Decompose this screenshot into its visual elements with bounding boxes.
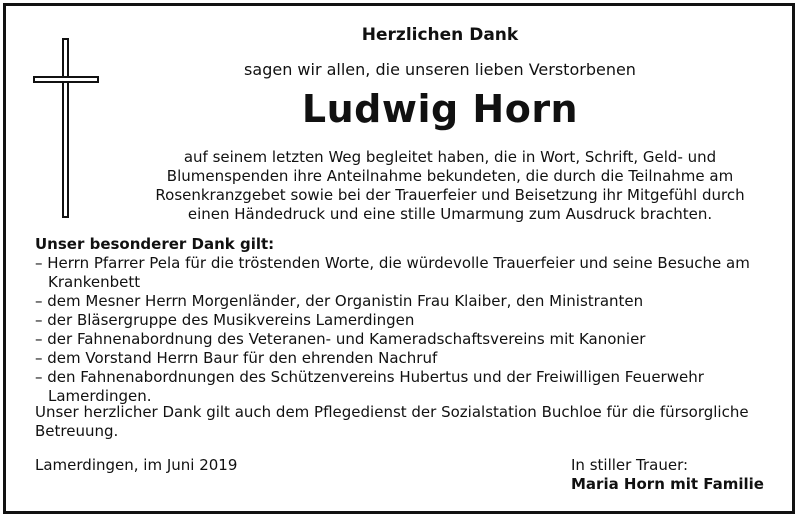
thanks-item: – dem Mesner Herrn Morgenländer, der Organistin Frau Klaiber, den Ministranten bbox=[35, 292, 644, 310]
thanks-heading: Unser besonderer Dank gilt: bbox=[35, 235, 275, 253]
notice-heading: Herzlichen Dank bbox=[361, 25, 519, 45]
thanks-item: – Herrn Pfarrer Pela für die tröstenden Worte, die würdevolle Trauerfeier und seine Besuche am Krankenbett bbox=[35, 254, 750, 291]
intro-line: einen Händedruck und eine stille Umarmung zum Ausdruck brachten. bbox=[187, 205, 713, 223]
family-signature: Maria Horn mit Familie bbox=[571, 475, 764, 493]
thanks-item: – den Fahnenabordnungen des Schützenvereins Hubertus und der Freiwilligen Feuerwehr Lamerdingen. bbox=[35, 368, 704, 405]
thanks-list bbox=[35, 254, 775, 406]
place-date: Lamerdingen, im Juni 2019 bbox=[35, 456, 238, 474]
deceased-name: Ludwig Horn bbox=[301, 87, 579, 131]
thanks-item: – der Bläsergruppe des Musikvereins Lamerdingen bbox=[35, 311, 415, 329]
thanks-item: – der Fahnenabordnung des Veteranen- und Kameradschaftsvereins mit Kanonier bbox=[35, 330, 646, 348]
notice-subheading: sagen wir allen, die unseren lieben Verstorbenen bbox=[244, 60, 636, 79]
intro-text bbox=[130, 148, 770, 224]
intro-line: auf seinem letzten Weg begleitet haben, die in Wort, Schrift, Geld- und bbox=[183, 148, 717, 166]
mourning-label: In stiller Trauer: bbox=[571, 456, 689, 474]
closing-text: Unser herzlicher Dank gilt auch dem Pflegedienst der Sozialstation Buchloe für die fürsorgliche Betreuung. bbox=[35, 403, 749, 440]
intro-line: Rosenkranzgebet sowie bei der Trauerfeier und Beisetzung ihr Mitgefühl durch bbox=[155, 186, 745, 204]
intro-line: Blumenspenden ihre Anteilnahme bekundeten, die durch die Teilnahme am bbox=[166, 167, 734, 185]
thanks-item: – dem Vorstand Herrn Baur für den ehrenden Nachruf bbox=[35, 349, 438, 367]
